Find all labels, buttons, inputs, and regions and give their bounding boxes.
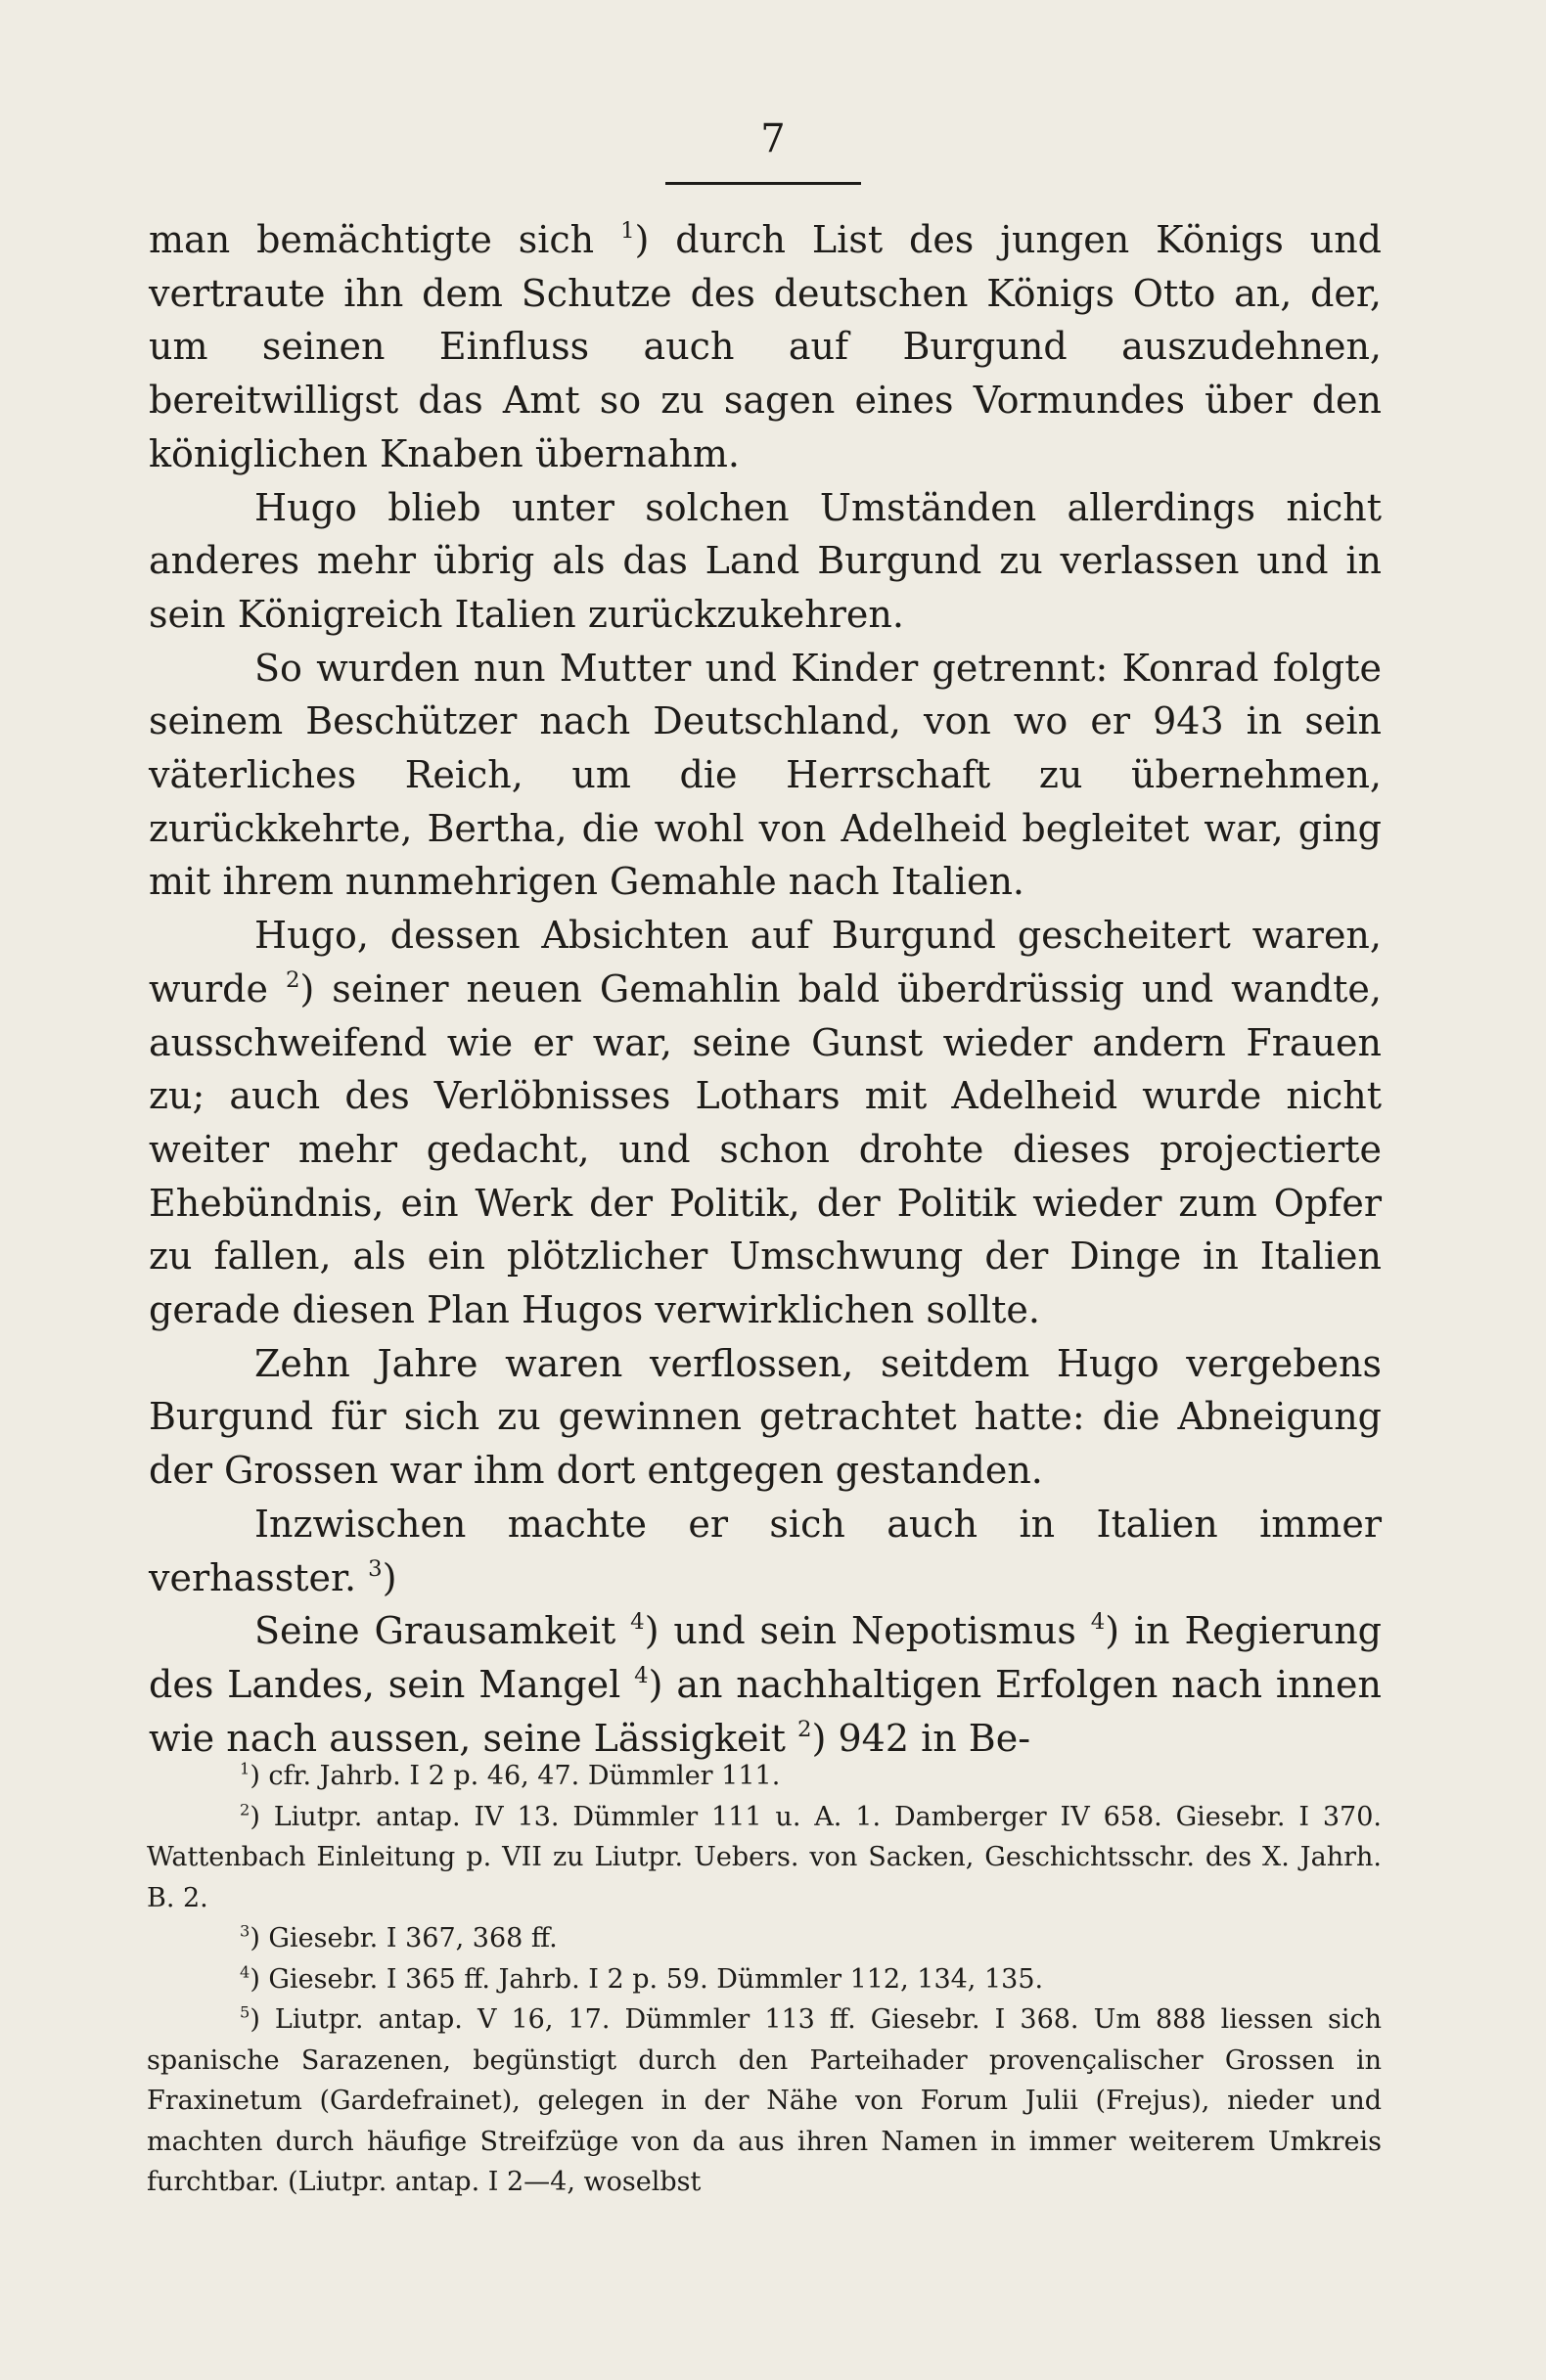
footnote-ref: 3 (368, 1555, 383, 1582)
footnote-ref: 2 (285, 967, 300, 994)
footnote-3 (147, 1918, 1382, 1959)
paragraph-7-text-d: ) an nachhaltigen Erfolgen nach innen wie nach aussen, seine Lässigkeit (149, 1662, 1382, 1760)
footnote-ref: 4 (634, 1663, 649, 1689)
footnote-4-text: ) Giesebr. I 365 ff. Jahrb. I 2 p. 59. Dümmler 112, 134, 135. (250, 1963, 1044, 1995)
footnote-1-text: ) cfr. Jahrb. I 2 p. 46, 47. Dümmler 111. (250, 1761, 781, 1791)
footnotes (147, 1756, 1382, 2203)
footnote-mark: 3 (240, 1921, 250, 1941)
paragraph-4-text-b: ) seiner neuen Gemahlin bald überdrüssig und wandte, ausschweifend wie er war, seine Gunst wieder andern Frauen zu; auch des Verlöbnisses Lothars mit Adelheid wurde nicht weiter mehr gedacht, und schon drohte dieses projectierte Ehebündnis, ein Werk der Politik, der Politik wieder zum Opfer zu fallen, als ein plötzlicher Umschwung der Dinge in Italien gerade diesen Plan Hugos verwirklichen sollte. (149, 966, 1382, 1332)
footnote-4 (147, 1959, 1382, 2000)
footnote-mark: 2 (240, 1799, 250, 1819)
footnote-ref: 4 (630, 1609, 645, 1636)
footnote-mark: 1 (240, 1759, 250, 1778)
paragraph-6-text-b: ) (382, 1555, 397, 1599)
paragraph-5: Zehn Jahre waren verflossen, seitdem Hugo vergebens Burgund für sich zu gewinnen getrachtet hatte: die Abneigung der Grossen war ihm dort entgegen gestanden. (149, 1341, 1382, 1493)
paragraph-7 (149, 1604, 1382, 1765)
paragraph-7-text-e: ) 942 in Be- (811, 1716, 1031, 1760)
footnote-ref: 4 (1090, 1609, 1106, 1636)
paragraph-6 (149, 1498, 1382, 1604)
footnote-5-text: ) Liutpr. antap. V 16, 17. Dümmler 113 ff. Giesebr. I 368. Um 888 liessen sich spanische Sarazenen, begünstigt durch den Parteihader provençalischer Grossen in Fraxinetum (Gardefrainet), gelegen in der Nähe von Forum Julii (Frejus), nieder und machten durch häufige Streifzüge von da aus ihren Namen in immer weiterem Umkreis furchtbar. (Liutpr. antap. I 2—4, woselbst (147, 2004, 1382, 2197)
paragraph-7-text-c: ) in Regierung des Landes, sein Mangel (149, 1609, 1383, 1706)
footnote-ref: 1 (620, 218, 635, 245)
paragraph-7-text-a: Seine Grausamkeit (254, 1609, 631, 1653)
paragraph-2: Hugo blieb unter solchen Umständen allerdings nicht anderes mehr übrig als das Land Burgund zu verlassen und in sein Königreich Italien zurückzukehren. (149, 485, 1382, 636)
paragraph-3: So wurden nun Mutter und Kinder getrennt: Konrad folgte seinem Beschützer nach Deutschland, von wo er 943 in sein väterliches Reich, um die Herrschaft zu übernehmen, zurückkehrte, Bertha, die wohl von Adelheid begleitet war, ging mit ihrem nunmehrigen Gemahle nach Italien. (149, 646, 1382, 904)
main-text (149, 213, 1382, 1765)
footnote-mark: 5 (240, 2002, 250, 2022)
paragraph-4-text-a: Hugo, dessen Absichten auf Burgund gescheitert waren, wurde (149, 914, 1382, 1010)
footnote-2-text: ) Liutpr. antap. IV 13. Dümmler 111 u. A. 1. Damberger IV 658. Giesebr. I 370. Wattenbach Einleitung p. VII zu Liutpr. Uebers. von Sacken, Geschichtsschr. des X. Jahrh. B. 2. (147, 1801, 1382, 1913)
footnote-2 (147, 1797, 1382, 1919)
paragraph-1-text-b: ) durch List des jungen Königs und vertraute ihn dem Schutze des deutschen Königs Otto an, der, um seinen Einfluss auch auf Burgund auszudehnen, bereitwilligst das Amt so zu sagen eines Vormundes über den königlichen Knaben übernahm. (149, 218, 1383, 475)
paragraph-6-text-a: Inzwischen machte er sich auch in Italien immer verhasster. (149, 1502, 1382, 1599)
paragraph-4 (149, 909, 1382, 1337)
paragraph-7-text-b: ) und sein Nepotismus (644, 1609, 1091, 1653)
header-rule (665, 182, 861, 185)
paragraph-1-text-a: man bemächtigte sich (149, 218, 621, 261)
footnote-1 (147, 1756, 1382, 1797)
footnote-5 (147, 1999, 1382, 2203)
footnote-mark: 4 (240, 1961, 250, 1981)
page-number: 7 (760, 116, 786, 161)
footnote-ref: 2 (797, 1716, 812, 1742)
paragraph-1 (149, 213, 1382, 481)
footnote-3-text: ) Giesebr. I 367, 368 ff. (250, 1923, 558, 1953)
